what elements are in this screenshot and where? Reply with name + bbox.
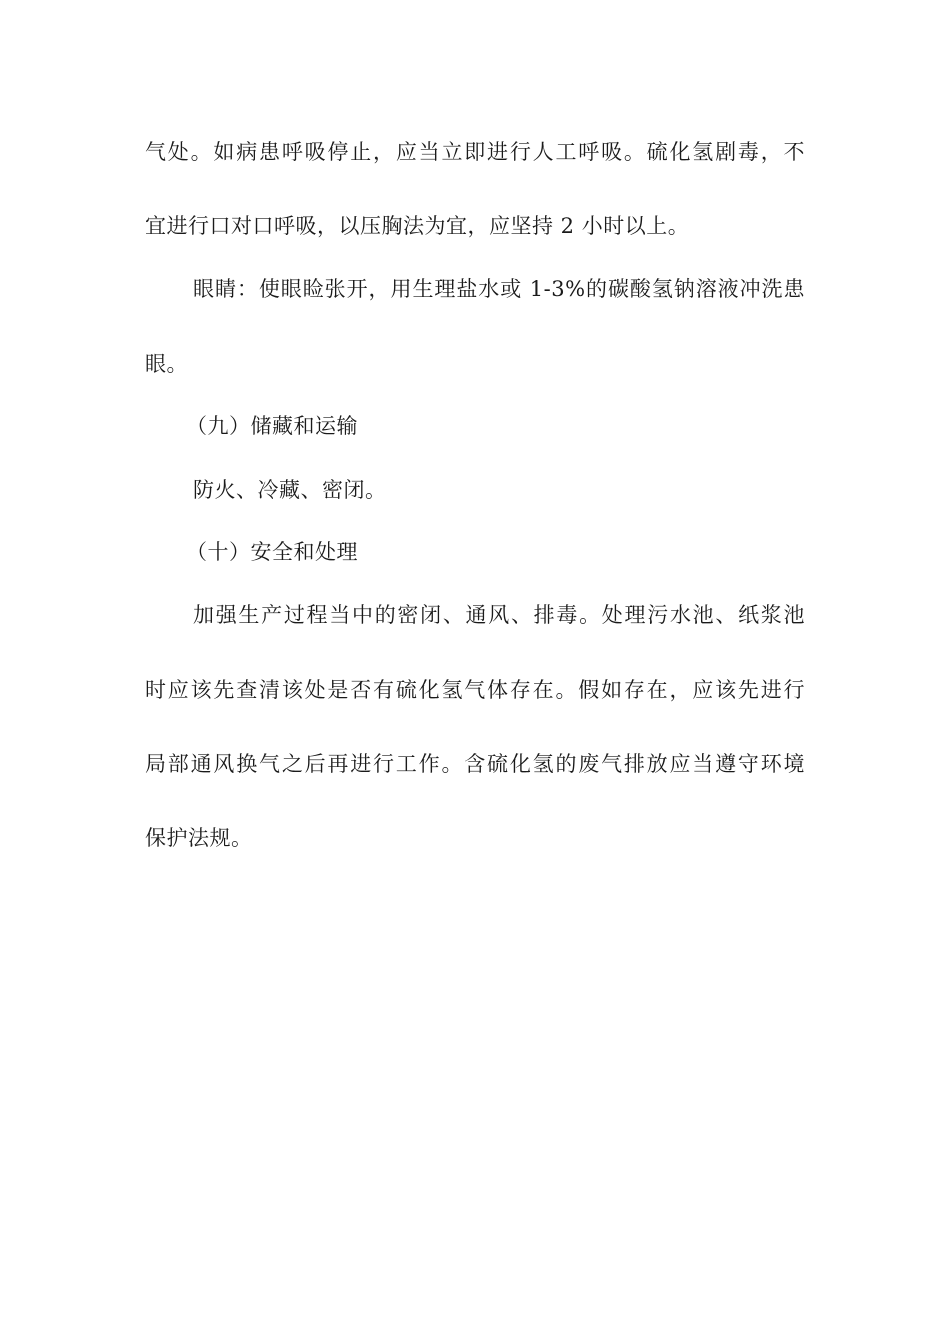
paragraph-eyes-line-1: 眼睛：使眼睑张开，用生理盐水或 1-3%的碳酸氢钠溶液冲洗患 — [193, 277, 805, 301]
paragraph-safety-line-2: 时应该先查清该处是否有硫化氢气体存在。假如存在，应该先进行 — [145, 678, 805, 702]
paragraph-storage: 防火、冷藏、密闭。 — [193, 478, 387, 502]
paragraph-first-aid-line-2: 宜进行口对口呼吸，以压胸法为宜，应坚持 2 小时以上。 — [145, 214, 690, 238]
paragraph-first-aid-line-1: 气处。如病患呼吸停止，应当立即进行人工呼吸。硫化氢剧毒，不 — [145, 140, 805, 164]
paragraph-safety-line-3: 局部通风换气之后再进行工作。含硫化氢的废气排放应当遵守环境 — [145, 752, 805, 776]
section-heading-storage: （九）储藏和运输 — [186, 414, 358, 438]
paragraph-eyes-line-2: 眼。 — [145, 352, 188, 376]
paragraph-safety-line-1: 加强生产过程当中的密闭、通风、排毒。处理污水池、纸浆池 — [193, 603, 805, 627]
paragraph-safety-line-4: 保护法规。 — [145, 826, 253, 850]
section-heading-safety: （十）安全和处理 — [186, 540, 358, 564]
